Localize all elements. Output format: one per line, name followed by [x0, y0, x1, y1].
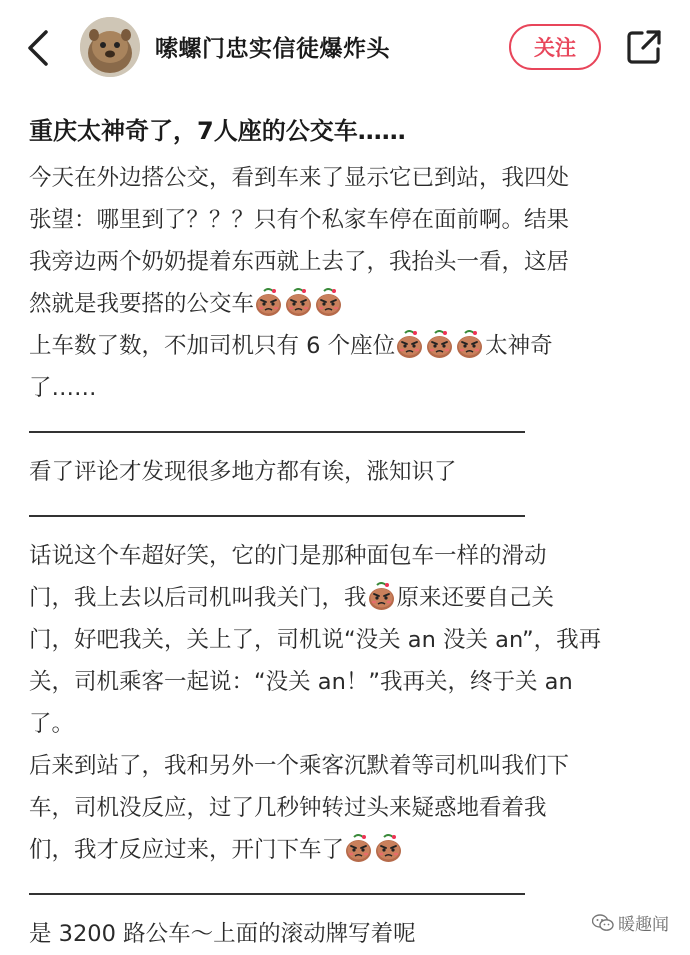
body-line: 车，司机没反应，过了几秒钟转过头来疑惑地看着我 — [29, 795, 547, 821]
follow-button[interactable]: 关注 — [509, 24, 601, 70]
body-line: 门，好吧我关，关上了，司机说“没关 an 没关 an”，我再 — [29, 627, 602, 653]
avatar-image — [80, 17, 140, 77]
back-button[interactable] — [22, 28, 58, 68]
divider — [29, 871, 669, 913]
wechat-icon — [592, 914, 614, 932]
body-line: 了。 — [29, 711, 75, 737]
angry-face-emoji-icon — [374, 833, 403, 863]
post-title: 重庆太神奇了，7人座的公交车…… — [29, 117, 406, 145]
body-text: 门，我上去以后司机叫我关门，我 — [29, 585, 367, 611]
chevron-left-icon — [22, 28, 58, 68]
share-icon — [624, 27, 664, 67]
body-line: 关，司机乘客一起说：“没关 an！”我再关，终于关 an — [29, 669, 573, 695]
avatar[interactable] — [80, 17, 140, 77]
body-line — [29, 829, 669, 871]
angry-face-emoji-icon — [254, 287, 283, 317]
body-line: 我旁边两个奶奶提着东西就上去了，我抬头一看，这居 — [29, 249, 570, 275]
body-line: 看了评论才发现很多地方都有诶，涨知识了 — [29, 459, 457, 485]
angry-face-emoji-icon — [314, 287, 343, 317]
post-body — [29, 157, 669, 955]
body-line: 是 3200 路公车～上面的滚动牌写着呢 — [29, 921, 416, 947]
angry-face-emoji-icon — [367, 581, 396, 611]
watermark-text: 暖趣闻 — [618, 915, 669, 935]
angry-face-emoji-icon — [284, 287, 313, 317]
body-text: 太神奇 — [485, 333, 553, 359]
body-line: 今天在外边搭公交，看到车来了显示它已到站，我四处 — [29, 165, 570, 191]
author-name[interactable]: 嗦螺门忠实信徒爆炸头 — [155, 36, 390, 62]
body-line: 话说这个车超好笑，它的门是那种面包车一样的滑动 — [29, 543, 547, 569]
body-line — [29, 325, 669, 367]
body-line: 张望：哪里到了？？？只有个私家车停在面前啊。结果 — [29, 207, 570, 233]
body-text: 原来还要自己关 — [396, 585, 555, 611]
body-line — [29, 283, 669, 325]
share-button[interactable] — [624, 27, 664, 67]
watermark — [592, 910, 669, 935]
body-line: 了…… — [29, 375, 97, 401]
body-line: 后来到站了，我和另外一个乘客沉默着等司机叫我们下 — [29, 753, 570, 779]
body-text: 上车数了数，不加司机只有 6 个座位 — [29, 333, 396, 359]
divider — [29, 493, 669, 535]
top-bar — [0, 0, 690, 96]
body-text: 们，我才反应过来，开门下车了 — [29, 837, 345, 863]
divider — [29, 409, 669, 451]
angry-face-emoji-icon — [395, 329, 424, 359]
body-line — [29, 577, 669, 619]
angry-face-emoji-icon — [455, 329, 484, 359]
angry-face-emoji-icon — [425, 329, 454, 359]
angry-face-emoji-icon — [344, 833, 373, 863]
body-text: 然就是我要搭的公交车 — [29, 291, 255, 317]
